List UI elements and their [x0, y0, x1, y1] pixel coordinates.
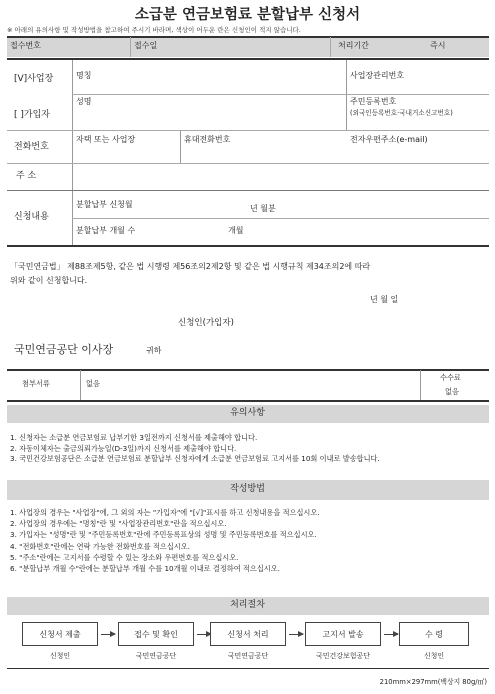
- email-label: 전자우편주소(e-mail): [350, 135, 428, 144]
- process-step-1: [22, 622, 98, 646]
- process-step-2: [118, 622, 194, 646]
- notes-item: 3. 국민건강보험공단은 소급분 연금보험료 분할납부 신청자에게 소급분 연금보험료 고지서를 10회 이내로 발송합니다.: [10, 454, 380, 463]
- attachments-label: 첨부서류: [22, 379, 50, 388]
- installment-start-month-label: 분할납부 신청월: [76, 200, 133, 209]
- instructions-header-title: 작성방법: [230, 484, 265, 494]
- business-number-label: 사업장관리번호: [350, 71, 405, 80]
- mobile-phone-label: 휴대전화번호: [184, 135, 231, 144]
- process-actor: 국민건강보험공단: [315, 652, 371, 660]
- paper-size-footer: 210mm×297mm(백상지 80g/㎡): [379, 678, 487, 686]
- instructions-item: 6. "분할납부 개월 수"란에는 분할납부 개월 수를 10개월 이내로 결정하여 적으십시오.: [10, 564, 280, 574]
- notes-item: 1. 신청자는 소급분 연금보험료 납부기한 3일전까지 신청서를 제출해야 합니다.: [10, 433, 258, 442]
- addressee-name: 국민연금공단 이사장: [14, 343, 114, 356]
- process-step-4: [305, 622, 381, 646]
- subscriber-checkbox-label[interactable]: [ ]가입자: [14, 110, 50, 120]
- process-step-label: 신청서 처리: [227, 629, 269, 639]
- instructions-item: 1. 사업장의 경우는 "사업장"에, 그 외의 자는 "가입자"에 "[√]"표시를 하고 신청내용을 적으십시오.: [10, 508, 320, 517]
- notes-list: [10, 433, 380, 465]
- legal-statement-line1: 「국민연금법」 제88조제5항, 같은 법 시행령 제56조의2제2항 및 같은 법 시행규칙 제34조의2에 따라: [10, 262, 371, 271]
- process-arrow: [101, 634, 115, 635]
- process-step-label: 수 령: [425, 629, 443, 639]
- notes-header-title: 유의사항: [230, 408, 265, 418]
- fee-value: 없음: [445, 387, 459, 396]
- workplace-checkbox-label[interactable]: [V]사업장: [14, 74, 54, 84]
- notes-item: 2. 자동이체자는 출금의뢰가능일(D-3일)까지 신청서를 제출해야 합니다.: [10, 443, 237, 453]
- receipt-number-label: 접수번호: [10, 41, 41, 50]
- instruction-note: ※ 아래의 유의사항 및 작성방법을 참고하여 주시기 바라며, 색상이 어두운 란은 신청인이 적지 않습니다.: [7, 26, 301, 34]
- instructions-list: [10, 507, 320, 574]
- addressee-suffix: 귀하: [146, 346, 162, 355]
- process-arrow: [289, 634, 303, 635]
- legal-statement-line2: 위와 같이 신청합니다.: [10, 276, 88, 285]
- process-step-5: [399, 622, 469, 646]
- process-actor: 신청인: [423, 652, 445, 660]
- receipt-row: [7, 37, 489, 57]
- address-label: 주 소: [16, 171, 37, 181]
- process-header-title: 처리절차: [230, 600, 265, 610]
- installment-months-unit: 개월: [228, 226, 244, 235]
- page-title: 소급분 연금보험료 분할납부 신청서: [134, 7, 361, 23]
- instructions-item: 2. 사업장의 경우에는 "명칭"란 및 "사업장관리번호"란을 적으십시오.: [10, 519, 227, 529]
- installment-months-label: 분할납부 개월 수: [76, 226, 136, 235]
- phone-label: 전화번호: [14, 142, 49, 152]
- person-name-label: 성명: [76, 97, 92, 106]
- processing-period-label: 처리기간: [338, 41, 369, 50]
- process-arrow: [384, 634, 398, 635]
- process-actor: 신청인: [49, 652, 71, 660]
- resident-number-sublabel: (외국인등록번호·국내거소신고번호): [350, 109, 453, 117]
- process-actor: 국민연금공단: [227, 652, 269, 660]
- applicant-signature-label: 신청인(가입자): [178, 318, 234, 328]
- instructions-item: 4. "전화번호"란에는 연락 가능한 전화번호를 적으십시오.: [10, 541, 190, 551]
- request-content-label: 신청내용: [14, 212, 49, 222]
- process-step-label: 신청서 제출: [39, 629, 81, 639]
- process-step-label: 접수 및 확인: [134, 629, 178, 639]
- attachments-value: 없음: [86, 379, 100, 388]
- process-step-label: 고지서 발송: [322, 629, 364, 639]
- left-column-divider: [72, 60, 73, 190]
- home-office-phone-label: 자택 또는 사업장: [76, 135, 136, 144]
- receipt-date-label: 접수일: [134, 41, 158, 50]
- processing-period-value: 즉시: [430, 41, 446, 50]
- instructions-item: 5. "주소"란에는 고지서를 수령할 수 있는 장소와 우편번호를 적으십시오.: [10, 552, 239, 562]
- application-date: 년 월 일: [370, 295, 399, 304]
- process-actor: 국민연금공단: [135, 652, 177, 660]
- resident-number-label: 주민등록번호: [350, 97, 397, 106]
- process-arrow: [197, 634, 211, 635]
- workplace-name-label: 명칭: [76, 71, 92, 80]
- process-step-3: [210, 622, 286, 646]
- fee-label: 수수료: [440, 373, 461, 382]
- installment-year-month: 년 월분: [250, 204, 276, 213]
- instructions-item: 3. 가입자는 "성명"란 및 "주민등록번호"란에 주민등록표상의 성명 및 주민등록번호를 적으십시오.: [10, 530, 317, 540]
